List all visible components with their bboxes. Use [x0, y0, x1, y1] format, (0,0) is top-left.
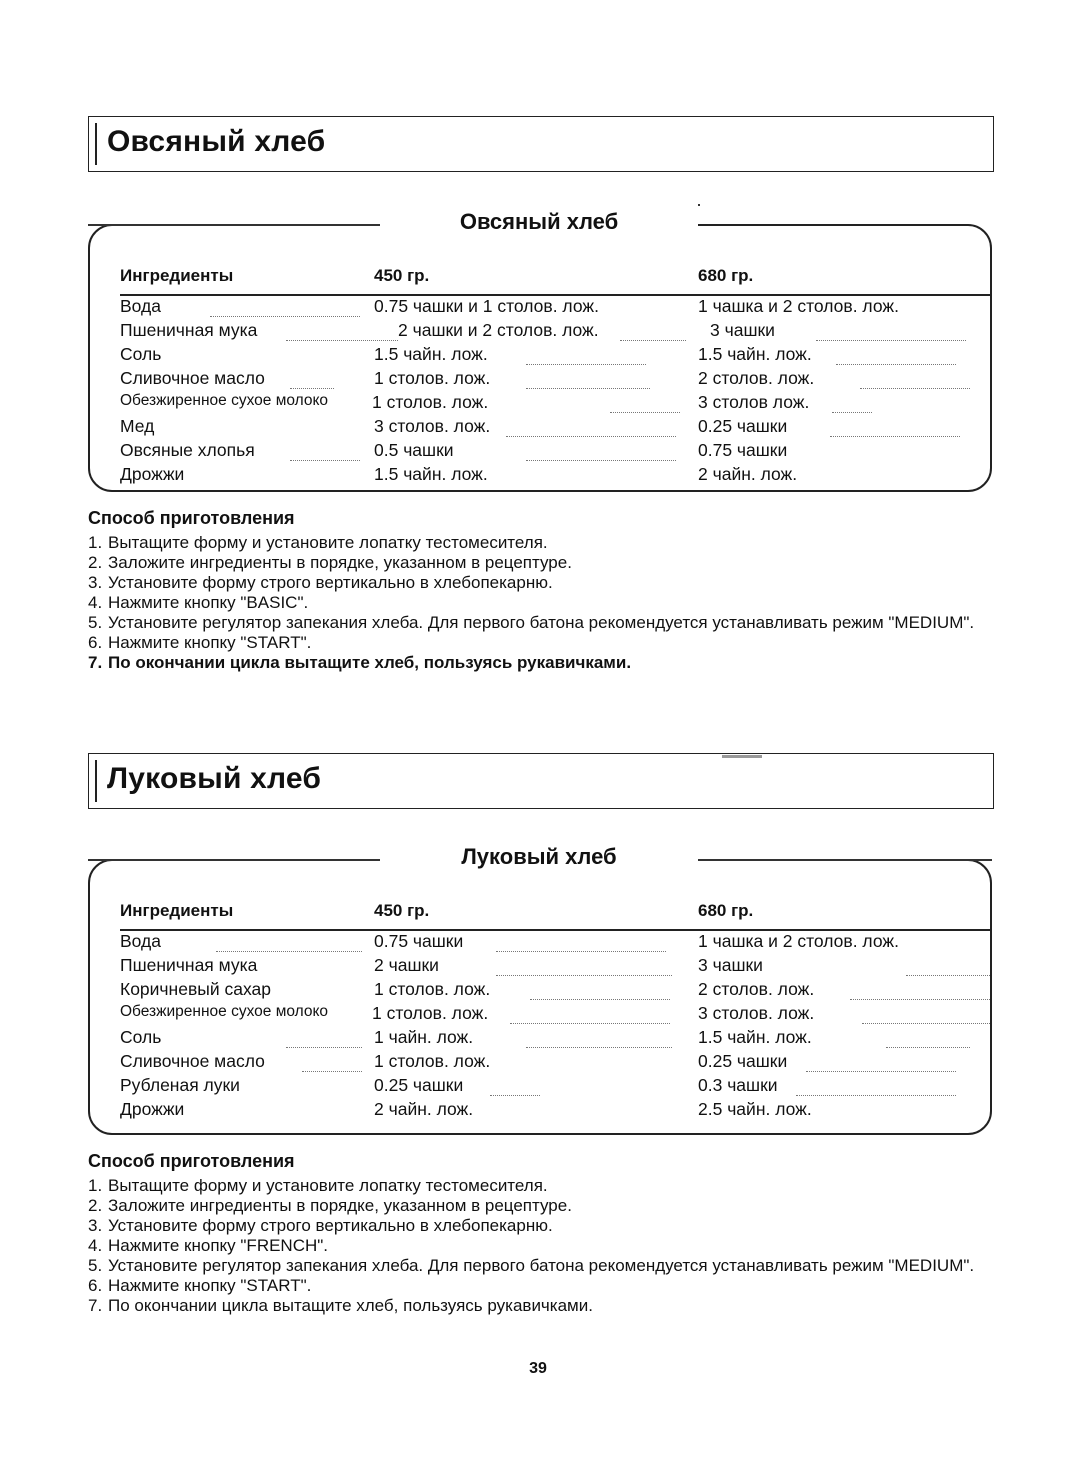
oat-header-450: 450 гр.	[374, 266, 430, 285]
amount-680: 2.5 чайн. лож.	[698, 1099, 812, 1119]
list-item: 3. Установите форму строго вертикально в хлебопекарню.	[88, 1216, 553, 1235]
ingredient-name: Вода	[120, 296, 161, 316]
onion-table-header	[90, 901, 990, 925]
amount-680: 1 чашка и 2 столов. лож.	[698, 296, 899, 316]
oat-steps-list	[88, 533, 988, 673]
onion-header-ingredients: Ингредиенты	[120, 901, 234, 920]
ingredient-name: Вода	[120, 931, 161, 951]
amount-680: 1.5 чайн. лож.	[698, 344, 812, 364]
onion-header-680: 680 гр.	[698, 901, 754, 920]
amount-450: 3 столов. лож.	[374, 416, 491, 436]
list-item: 1. Вытащите форму и установите лопатку тестомесителя.	[88, 533, 548, 552]
list-item: 7. По окончании цикла вытащите хлеб, пользуясь рукавичками.	[88, 653, 632, 672]
amount-450: 0.5 чашки	[374, 440, 454, 460]
amount-680: 2 столов. лож.	[698, 368, 815, 388]
amount-450: 1 столов. лож.	[372, 1003, 489, 1023]
amount-450: 1 столов. лож.	[374, 979, 491, 999]
ingredient-name: Коричневый сахар	[120, 979, 271, 999]
page-number: 39	[529, 1360, 547, 1377]
ingredient-name: Сливочное масло	[120, 1051, 265, 1071]
ingredient-name: Соль	[120, 1027, 162, 1047]
list-item: 6. Нажмите кнопку "START".	[88, 633, 312, 652]
list-item: 7. По окончании цикла вытащите хлеб, пользуясь рукавичками.	[88, 1296, 593, 1315]
onion-table-caption: Луковый хлеб	[380, 837, 698, 877]
amount-450: 1 столов. лож.	[374, 368, 491, 388]
table-row	[90, 296, 990, 320]
amount-680: 3 чашки	[710, 320, 775, 340]
oat-table-caption: Овсяный хлеб	[380, 202, 698, 242]
table-row	[90, 320, 990, 344]
amount-450: 2 чашки и 2 столов. лож.	[398, 320, 599, 340]
amount-680: 1 чашка и 2 столов. лож.	[698, 931, 899, 951]
amount-680: 1.5 чайн. лож.	[698, 1027, 812, 1047]
amount-450: 0.75 чашки	[374, 931, 464, 951]
list-item: 5. Установите регулятор запекания хлеба. Для первого батона рекомендуется устанавливать режим "MEDIUM".	[88, 1256, 975, 1275]
amount-450: 0.75 чашки и 1 столов. лож.	[374, 296, 599, 316]
amount-450: 1 чайн. лож.	[374, 1027, 474, 1047]
ingredient-name: Дрожжи	[120, 464, 185, 484]
ingredient-name: Овсяные хлопья	[120, 440, 255, 460]
amount-680: 2 чайн. лож.	[698, 464, 798, 484]
amount-450: 1.5 чайн. лож.	[374, 464, 488, 484]
table-row	[90, 416, 990, 440]
amount-680: 0.25 чашки	[698, 416, 788, 436]
table-row	[90, 931, 990, 955]
table-row	[90, 979, 990, 1003]
table-row	[90, 1099, 990, 1123]
table-row	[90, 1027, 990, 1051]
oat-ingredients-table	[88, 209, 992, 492]
onion-header-450: 450 гр.	[374, 901, 430, 920]
ingredient-name: Пшеничная мука	[120, 955, 258, 975]
table-row	[90, 955, 990, 979]
amount-680: 3 чашки	[698, 955, 763, 975]
onion-steps-list	[88, 1176, 988, 1316]
onion-ingredients-table	[88, 844, 992, 1135]
amount-680: 3 столов. лож.	[698, 1003, 815, 1023]
amount-450: 1.5 чайн. лож.	[374, 344, 488, 364]
amount-680: 0.3 чашки	[698, 1075, 778, 1095]
list-item: 2. Заложите ингредиенты в порядке, указанном в рецептуре.	[88, 553, 572, 572]
ingredient-name: Сливочное масло	[120, 368, 265, 388]
ingredient-name: Пшеничная мука	[120, 320, 258, 340]
list-item: 4. Нажмите кнопку "FRENCH".	[88, 1236, 329, 1255]
table-row	[90, 1003, 990, 1027]
list-item: 4. Нажмите кнопку "BASIC".	[88, 593, 309, 612]
ingredient-name: Соль	[120, 344, 162, 364]
ingredient-name: Дрожжи	[120, 1099, 185, 1119]
amount-680: 0.25 чашки	[698, 1051, 788, 1071]
list-item: 3. Установите форму строго вертикально в хлебопекарню.	[88, 573, 553, 592]
amount-450: 2 чайн. лож.	[374, 1099, 474, 1119]
oat-header-ingredients: Ингредиенты	[120, 266, 234, 285]
ingredient-name: Мед	[120, 416, 155, 436]
oat-title: Овсяный хлеб	[107, 125, 326, 158]
list-item: 5. Установите регулятор запекания хлеба. Для первого батона рекомендуется устанавливать режим "MEDIUM".	[88, 613, 975, 632]
amount-450: 1 столов. лож.	[372, 392, 489, 412]
ingredient-name: Обезжиренное сухое молоко	[120, 1003, 329, 1020]
table-row	[90, 392, 990, 416]
oat-table-header	[90, 266, 990, 290]
table-row	[90, 344, 990, 368]
table-row	[90, 1051, 990, 1075]
onion-title: Луковый хлеб	[107, 762, 322, 795]
amount-680: 0.75 чашки	[698, 440, 788, 460]
table-row	[90, 1075, 990, 1099]
list-item: 6. Нажмите кнопку "START".	[88, 1276, 312, 1295]
list-item: 1. Вытащите форму и установите лопатку тестомесителя.	[88, 1176, 548, 1195]
oat-title-box	[88, 116, 994, 172]
table-row	[90, 440, 990, 464]
list-item: 2. Заложите ингредиенты в порядке, указанном в рецептуре.	[88, 1196, 572, 1215]
amount-450: 2 чашки	[374, 955, 439, 975]
oat-method-title: Способ приготовления	[88, 508, 295, 528]
amount-450: 1 столов. лож.	[374, 1051, 491, 1071]
amount-450: 0.25 чашки	[374, 1075, 464, 1095]
ingredient-name: Обезжиренное сухое молоко	[120, 392, 329, 409]
table-row	[90, 368, 990, 392]
amount-680: 2 столов. лож.	[698, 979, 815, 999]
onion-title-box	[88, 753, 994, 809]
amount-680: 3 столов лож.	[698, 392, 810, 412]
onion-method-title: Способ приготовления	[88, 1151, 295, 1171]
ingredient-name: Рубленая луки	[120, 1075, 240, 1095]
table-row	[90, 464, 990, 488]
oat-header-680: 680 гр.	[698, 266, 754, 285]
